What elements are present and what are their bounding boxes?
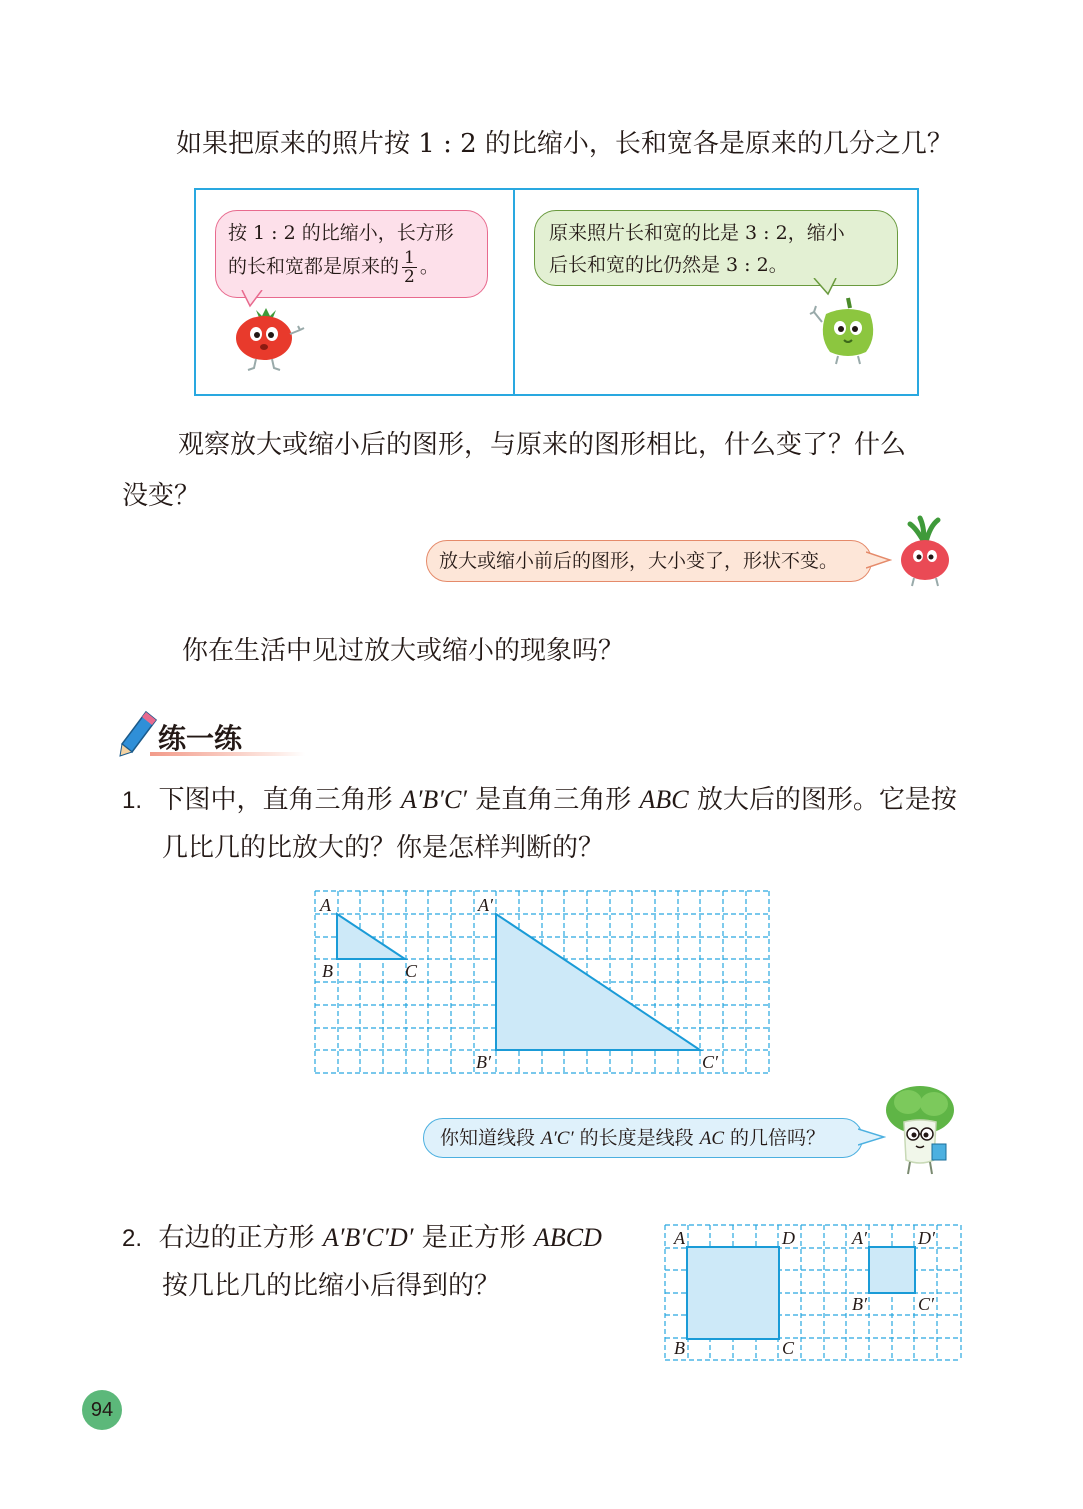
- pepper-speech-bubble: [534, 210, 898, 286]
- radish-character-icon: [890, 514, 960, 590]
- label-A-sq: A: [674, 1228, 685, 1248]
- label-B-sq: B: [674, 1338, 685, 1358]
- exercise1-text-a: 下图中，直角三角形: [158, 785, 401, 815]
- triangle-grid-figure: [312, 888, 772, 1078]
- label-C: C: [405, 961, 418, 981]
- tomato-bubble-line1: 按 1 : 2 的比缩小，长方形: [228, 222, 454, 244]
- label-C-sq: C: [782, 1338, 795, 1358]
- observe-line2: 没变？: [122, 481, 201, 511]
- radish-bubble-tail: [866, 548, 892, 574]
- cabbage-seg-b: AC: [699, 1128, 725, 1149]
- exercise2-text-b: 是正方形: [413, 1223, 534, 1253]
- cabbage-text-a: 你知道线段: [440, 1127, 542, 1149]
- pepper-bubble-line2: 后长和宽的比仍然是 3 : 2。: [549, 254, 788, 276]
- square-a2b2c2d2: [869, 1247, 915, 1293]
- triangle-abc: [337, 914, 405, 959]
- label-B: B: [322, 961, 333, 981]
- pepper-bubble-tail: [812, 278, 842, 298]
- cabbage-character-icon: [880, 1082, 962, 1178]
- exercise2-number: 2.: [122, 1225, 143, 1252]
- cabbage-speech-bubble: [423, 1118, 863, 1158]
- exercise2-shape-b: ABCD: [533, 1223, 602, 1252]
- label-B-prime: B′: [476, 1052, 491, 1072]
- label-B-prime-sq: B′: [852, 1294, 867, 1314]
- observe-line1: 观察放大或缩小后的图形，与原来的图形相比，什么变了？什么: [178, 430, 907, 460]
- page-number-badge: 94: [82, 1390, 122, 1430]
- fraction-one-half: [402, 249, 417, 286]
- label-D-sq: D: [782, 1228, 795, 1248]
- cabbage-text-c: 的几倍吗？: [724, 1127, 826, 1149]
- pepper-bubble-line1: 原来照片长和宽的比是 3 : 2，缩小: [549, 222, 845, 244]
- life-question: 你在生活中见过放大或缩小的现象吗？: [182, 636, 625, 666]
- exercise1-line1: [122, 776, 957, 825]
- tomato-bubble-line2: [228, 249, 475, 286]
- section-title: 练一练: [158, 722, 243, 755]
- radish-speech-bubble: 放大或缩小前后的图形，大小变了，形状不变。: [426, 540, 872, 582]
- label-A: A: [320, 895, 331, 915]
- exercise2-line1: [122, 1214, 602, 1263]
- cabbage-seg-a: A′C′: [541, 1128, 574, 1149]
- intro-question: 如果把原来的照片按 1 : 2 的比缩小，长和宽各是原来的几分之几？: [176, 129, 953, 159]
- exercise1-line2: 几比几的比放大的？你是怎样判断的？: [162, 833, 605, 863]
- pencil-icon: [118, 710, 158, 758]
- column-divider: [513, 190, 515, 394]
- label-A-prime-sq: A′: [852, 1228, 867, 1248]
- tomato-bubble-line2-text: 的长和宽都是原来的: [228, 255, 400, 278]
- label-C-prime-sq: C′: [918, 1294, 934, 1314]
- exercise1-text-c: 放大后的图形。它是按: [688, 785, 957, 815]
- exercise1-shape-b: ABC: [639, 785, 689, 814]
- exercise1-text-b: 是直角三角形: [466, 785, 640, 815]
- tomato-character-icon: [226, 304, 306, 372]
- exercise1-number: 1.: [122, 787, 143, 814]
- square-grid-figure: [662, 1222, 964, 1364]
- fraction-numerator: 1: [404, 248, 415, 268]
- label-C-prime: C′: [702, 1052, 718, 1072]
- cabbage-text-b: 的长度是线段: [573, 1127, 700, 1149]
- fraction-denominator: 2: [404, 267, 415, 287]
- label-D-prime-sq: D′: [918, 1228, 935, 1248]
- label-A-prime: A′: [478, 895, 493, 915]
- tomato-bubble-period: 。: [419, 255, 439, 278]
- exercise1-shape-a: A′B′C′: [400, 785, 467, 814]
- exercise2-shape-a: A′B′C′D′: [322, 1223, 414, 1252]
- square-abcd: [687, 1247, 779, 1339]
- tomato-speech-bubble: [215, 210, 488, 298]
- pepper-character-icon: [808, 296, 888, 366]
- exercise2-text-a: 右边的正方形: [158, 1223, 323, 1253]
- exercise2-line2: 按几比几的比缩小后得到的？: [162, 1271, 501, 1301]
